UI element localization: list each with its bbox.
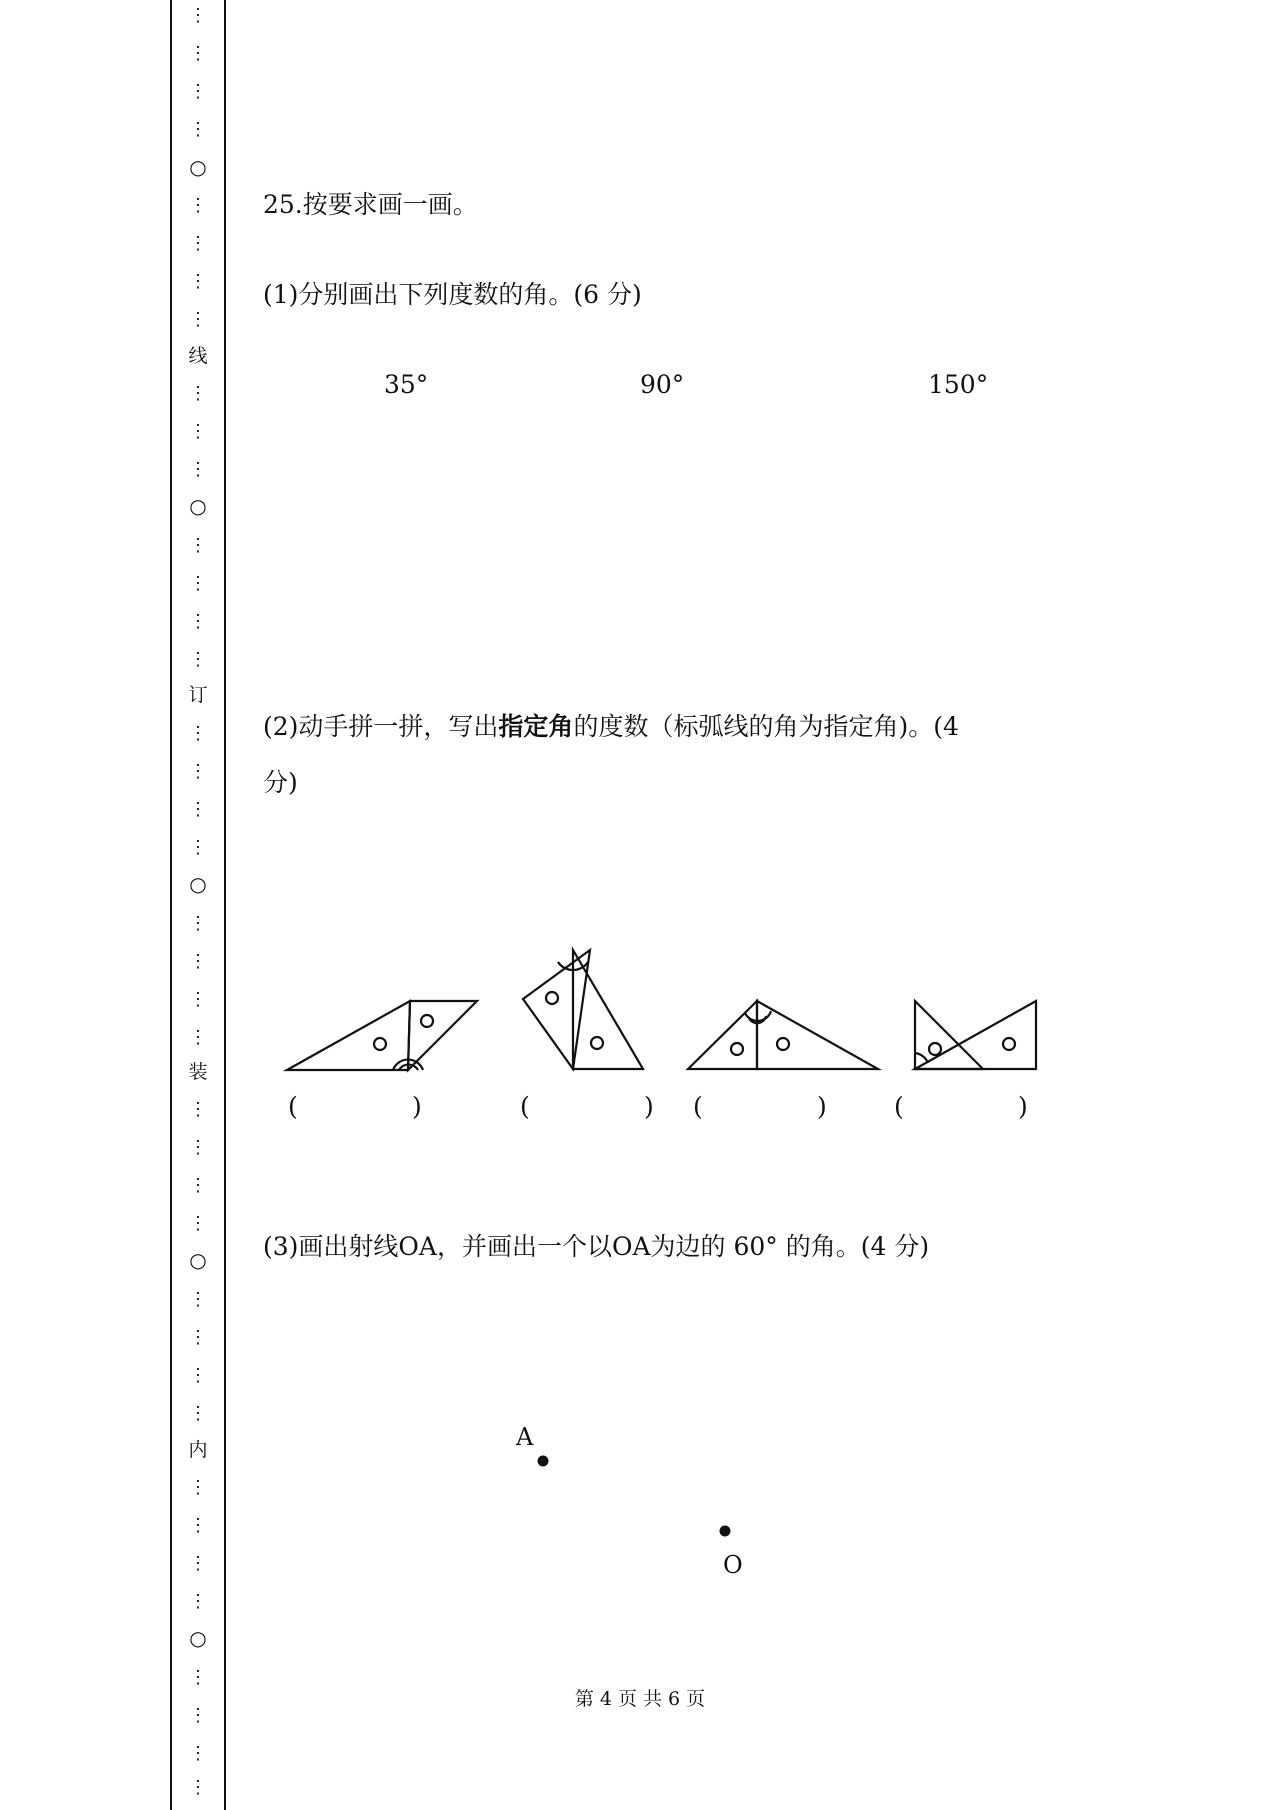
- binding-dots: ⋮: [189, 1403, 207, 1424]
- part3-instruction: (3)画出射线OA，并画出一个以OA为边的 60° 的角。(4 分): [263, 1232, 930, 1261]
- binding-char-xian: 线: [188, 345, 208, 367]
- set-square-hole: [777, 1038, 789, 1050]
- binding-dots: ⋮: [189, 5, 207, 26]
- triangle-puzzle-3: [688, 1001, 878, 1069]
- triangle-puzzle-4: [915, 1001, 1036, 1069]
- binding-dots: ⋮: [189, 1777, 207, 1798]
- answer-blank-4-open: (: [894, 1092, 904, 1121]
- binding-dots: ⋮: [189, 1137, 207, 1158]
- answer-blank-3-open: (: [693, 1092, 703, 1121]
- part2-suffix: 的度数（标弧线的角为指定角)。(4: [573, 712, 959, 741]
- point-a-label: A: [516, 1423, 534, 1451]
- binding-circle: ○: [189, 494, 207, 518]
- binding-dots: ⋮: [189, 119, 207, 140]
- point-o-label: O: [723, 1551, 743, 1579]
- binding-dots: ⋮: [189, 271, 207, 292]
- answer-blank-1-open: (: [288, 1092, 298, 1121]
- binding-dots: ⋮: [189, 383, 207, 404]
- binding-dots: ⋮: [189, 1553, 207, 1574]
- binding-dots: ⋮: [189, 1705, 207, 1726]
- binding-dots: ⋮: [189, 1099, 207, 1120]
- part2-bold-term: 指定角: [498, 712, 574, 741]
- binding-dots: ⋮: [189, 1365, 207, 1386]
- point-o-dot: [720, 1526, 731, 1537]
- set-square-hole: [421, 1015, 433, 1027]
- binding-dots: ⋮: [189, 611, 207, 632]
- answer-blank-2-close: ): [644, 1092, 654, 1121]
- binding-dots: ⋮: [189, 1591, 207, 1612]
- binding-dots: ⋮: [189, 1289, 207, 1310]
- part1-instruction: (1)分别画出下列度数的角。(6 分): [263, 280, 642, 309]
- binding-dots: ⋮: [189, 1477, 207, 1498]
- point-a-dot: [538, 1456, 549, 1467]
- answer-blank-1-close: ): [412, 1092, 422, 1121]
- binding-dots: ⋮: [189, 799, 207, 820]
- binding-circle: ○: [189, 1248, 207, 1272]
- binding-dots: ⋮: [189, 1027, 207, 1048]
- binding-char-ding: 订: [188, 684, 208, 706]
- triangle-puzzle-2: [523, 950, 643, 1069]
- part2-instruction-line2: 分): [263, 768, 298, 797]
- binding-dots: ⋮: [189, 459, 207, 480]
- binding-dots: ⋮: [189, 535, 207, 556]
- binding-dots: ⋮: [189, 309, 207, 330]
- binding-dots: ⋮: [189, 913, 207, 934]
- binding-dots: ⋮: [189, 649, 207, 670]
- set-square-hole: [731, 1043, 743, 1055]
- answer-blank-4-close: ): [1018, 1092, 1028, 1121]
- binding-dots: ⋮: [189, 1327, 207, 1348]
- part2-prefix: (2)动手拼一拼，写出: [263, 712, 499, 741]
- binding-dots: ⋮: [189, 81, 207, 102]
- binding-dots: ⋮: [189, 233, 207, 254]
- angle-label-150: 150°: [928, 370, 989, 399]
- angle-label-35: 35°: [384, 370, 429, 399]
- set-square-hole: [1003, 1038, 1015, 1050]
- binding-dots: ⋮: [189, 573, 207, 594]
- answer-blank-3-close: ): [817, 1092, 827, 1121]
- binding-circle: ○: [189, 872, 207, 896]
- binding-dots: ⋮: [189, 1515, 207, 1536]
- marked-angle-arc-4: [915, 1053, 928, 1063]
- page-footer: 第 4 页 共 6 页: [574, 1688, 706, 1710]
- binding-dots: ⋮: [189, 761, 207, 782]
- question-title: 25.按要求画一画。: [263, 190, 478, 219]
- set-square-hole: [546, 992, 558, 1004]
- set-square-hole: [374, 1038, 386, 1050]
- binding-dots: ⋮: [189, 1213, 207, 1234]
- answer-blank-2-open: (: [520, 1092, 530, 1121]
- binding-circle: ○: [189, 155, 207, 179]
- binding-dots: ⋮: [189, 1175, 207, 1196]
- angle-label-90: 90°: [640, 370, 685, 399]
- binding-circle: ○: [189, 1626, 207, 1650]
- binding-dots: ⋮: [189, 837, 207, 858]
- triangle-puzzle-1: [287, 1001, 477, 1070]
- binding-dots: ⋮: [189, 421, 207, 442]
- binding-char-nei: 内: [188, 1439, 208, 1461]
- binding-dots: ⋮: [189, 43, 207, 64]
- binding-dots: ⋮: [189, 195, 207, 216]
- binding-dots: ⋮: [189, 989, 207, 1010]
- set-square-hole: [929, 1043, 941, 1055]
- binding-dots: ⋮: [189, 951, 207, 972]
- binding-char-zhuang: 装: [188, 1061, 208, 1083]
- binding-dots: ⋮: [189, 723, 207, 744]
- set-square-hole: [591, 1037, 603, 1049]
- binding-dots: ⋮: [189, 1743, 207, 1764]
- binding-dots: ⋮: [189, 1667, 207, 1688]
